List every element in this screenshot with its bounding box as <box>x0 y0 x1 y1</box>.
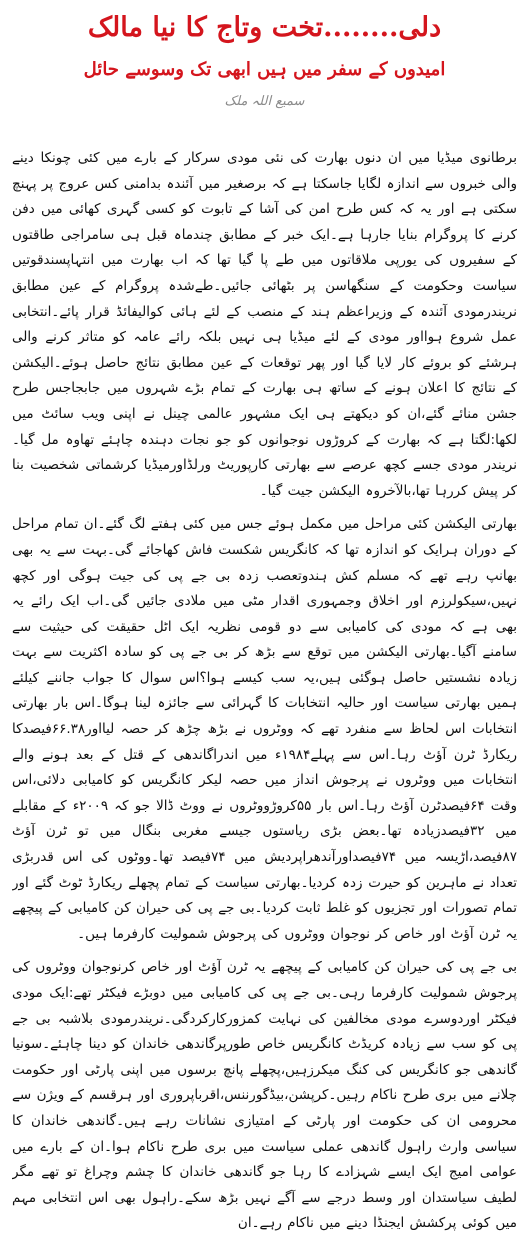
article-paragraph: برطانوی میڈیا میں ان دنوں بھارت کی نئی مودی سرکار کے بارے میں کئی چونکا دینے والی خبروں سے اندازہ لگایا جاسکتا ہے کہ برصغیر میں آئندہ بدامنی کس عروج پر پہنچ سکتی ہے اور یہ کہ کس طرح امن کی آشا کے تابوت کو کسی گہری کھائی میں دفن کرنے کا پروگرام بنایا جارہا ہے۔ایک خبر کے مطابق چندماہ قبل ہی سامراجی طاقتوں کے سفیروں کی یورپی ملاقاتوں میں طے پا گیا تھا کہ اب بھارت میں انتہاپسندقوتیں سیاست وحکومت کے سنگھاسن پر بٹھائی جائیں۔طےشدہ پروگرام کے عین مطابق نریندرمودی آئندہ کے وزیراعظم ہند کے منصب کے لئے ہائی کوالیفائڈ قرار پائے۔انتخابی عمل شروع ہوااور مودی کے لئے میڈیا ہی نہیں بلکہ رائے عامہ کو متاثر کرنے والی ہرشئے کو بروئے کار لایا گیا اور پھر توقعات کے عین مطابق نتائج حاصل ہوئے۔الیکشن کے نتائج کا اعلان ہونے کے ساتھ ہی بھارت کے تمام بڑے شہروں میں جابجاجس طرح جشن منائے گئے،ان کو دیکھتے ہی ایک مشہور عالمی چینل نے اپنی ویب سائٹ میں لکھا:لگتا ہے کہ بھارت کے کروڑوں نوجوانوں کو جو نجات دہندہ چاہئے تھاوہ مل گیا۔نریندر مودی جسے کچھ عرصے سے بھارتی کارپوریٹ ورلڈاورمیڈیا کرشماتی شخصیت بنا کر پیش کررہا تھا،بالآخروہ الیکشن جیت گیا۔ <box>12 150 517 499</box>
article-header <box>0 0 529 130</box>
article-body <box>12 146 517 1252</box>
article-subheadline: امیدوں کے سفر میں ہیں ابھی تک وسوسے حائل <box>83 59 446 80</box>
author-byline: سمیع اللہ ملک <box>224 94 305 109</box>
article-paragraph: بی جے پی کی حیران کن کامیابی کے پیچھے یہ ٹرن آؤٹ اور خاص کرنوجوان ووٹروں کی پرجوش شمولیت کارفرما رہی۔بی جے پی کی کامیابی میں دوبڑے فیکٹر تھے:ایک مودی فیکٹر اوردوسرے مودی مخالفین کی نہایت کمزورکارکردگی۔نریندرمودی بلاشبہ بی جے پی کو سب سے زیادہ کریڈٹ کانگریس خاص طورپرگاندھی خاندان کو دینا چاہئے۔سونیا گاندھی جو کانگریس کی کنگ میکرزہیں،پچھلے پانچ برسوں میں اپنی پارٹی اور حکومت چلانے میں بری طرح ناکام رہیں۔کرپشن،بیڈگورننس،اقرباپروری اور ہرقسم کے ویژن سے محرومی ان کی حکومت اور پارٹی کے امتیازی نشانات رہے ہیں۔گاندھی خاندان کا سیاسی وارث راہول گاندھی عملی سیاست میں بری طرح ناکام ہوا۔ان کے بارے میں عوامی امیج ایک ایسے شہزادے کا رہا جو گاندھی خاندان کا چشم وچراغ تو تھے مگر لطیف سیاستدان اور وسط درجے سے آگے نہیں بڑھ سکے۔راہول بھی اس انتخابی مہم میں کوئی پرکشش ایجنڈا دینے میں ناکام رہے۔ان <box>12 959 517 1232</box>
article-headline: دلی........تخت وتاج کا نیا مالک <box>87 12 442 43</box>
article-paragraph: بھارتی الیکشن کئی مراحل میں مکمل ہوئے جس میں کئی ہفتے لگ گئے۔ان تمام مراحل کے دوران ہرایک کو اندازہ تھا کہ کانگریس شکست فاش کھاجائے گی۔بہت سے یہ بھی بھانپ رہے تھے کہ مسلم کش ہندوتعصب زدہ بی جے پی کی جیت ہوگی اور کچھ نہیں،سیکولرزم اور اخلاق وجمہوری اقدار مٹی میں ملادی جائیں گی۔اب ایک رائے یہ بھی ہے کہ مودی کی کامیابی سے دو قومی نظریہ ایک اٹل حقیقت کی حیثیت سے سامنے آگیا۔بھارتی الیکشن میں توقع سے بڑھ کر بی جے پی کو سادہ اکثریت سے بہت زیادہ نشستیں حاصل ہوگئی ہیں،یہ سب کیسے ہوا؟اس سوال کا جواب جاننے کیلئے ہمیں بھارتی سیاست اور حالیہ انتخابات کا گہرائی سے جائزہ لینا ہوگا۔اس بار بھارتی انتخابات اس لحاظ سے منفرد تھے کہ ووٹروں نے بڑھ چڑھ کر حصہ لیااور۶۶.۳۸فیصدکا ریکارڈ ٹرن آؤٹ رہا۔اس سے پہلے۱۹۸۴ء میں اندراگاندھی کے قتل کے بعد ہونے والے انتخابات میں ووٹروں نے پرجوش انداز میں حصہ لیکر کانگریس کو کامیابی دلائی،اس وقت ۶۴فیصدٹرن آؤٹ رہا۔اس بار ۵۵کروڑووٹروں نے ووٹ ڈالا جو کہ ۲۰۰۹ء کے مقابلے میں ۳۲فیصدزیادہ تھا۔بعض بڑی ریاستوں جیسے مغربی بنگال میں تو ٹرن آؤٹ ۸۷فیصد،اڑیسہ میں ۷۴فیصداورآندھراپردیش میں ۷۴فیصد تھا۔ووٹوں کی اس قدربڑی تعداد نے ماہرین کو حیرت زدہ کردیا۔بھارتی سیاست کے تمام پچھلے ریکارڈ ٹوٹ گئے اور تمام تصورات اور تجزیوں کو غلط ثابت کردیا۔بی جے پی کی حیران کن کامیابی کے پیچھے یہ ٹرن آؤٹ اور خاص کر نوجوان ووٹروں کی پرجوش شمولیت کارفرما ہیں۔ <box>12 516 517 942</box>
